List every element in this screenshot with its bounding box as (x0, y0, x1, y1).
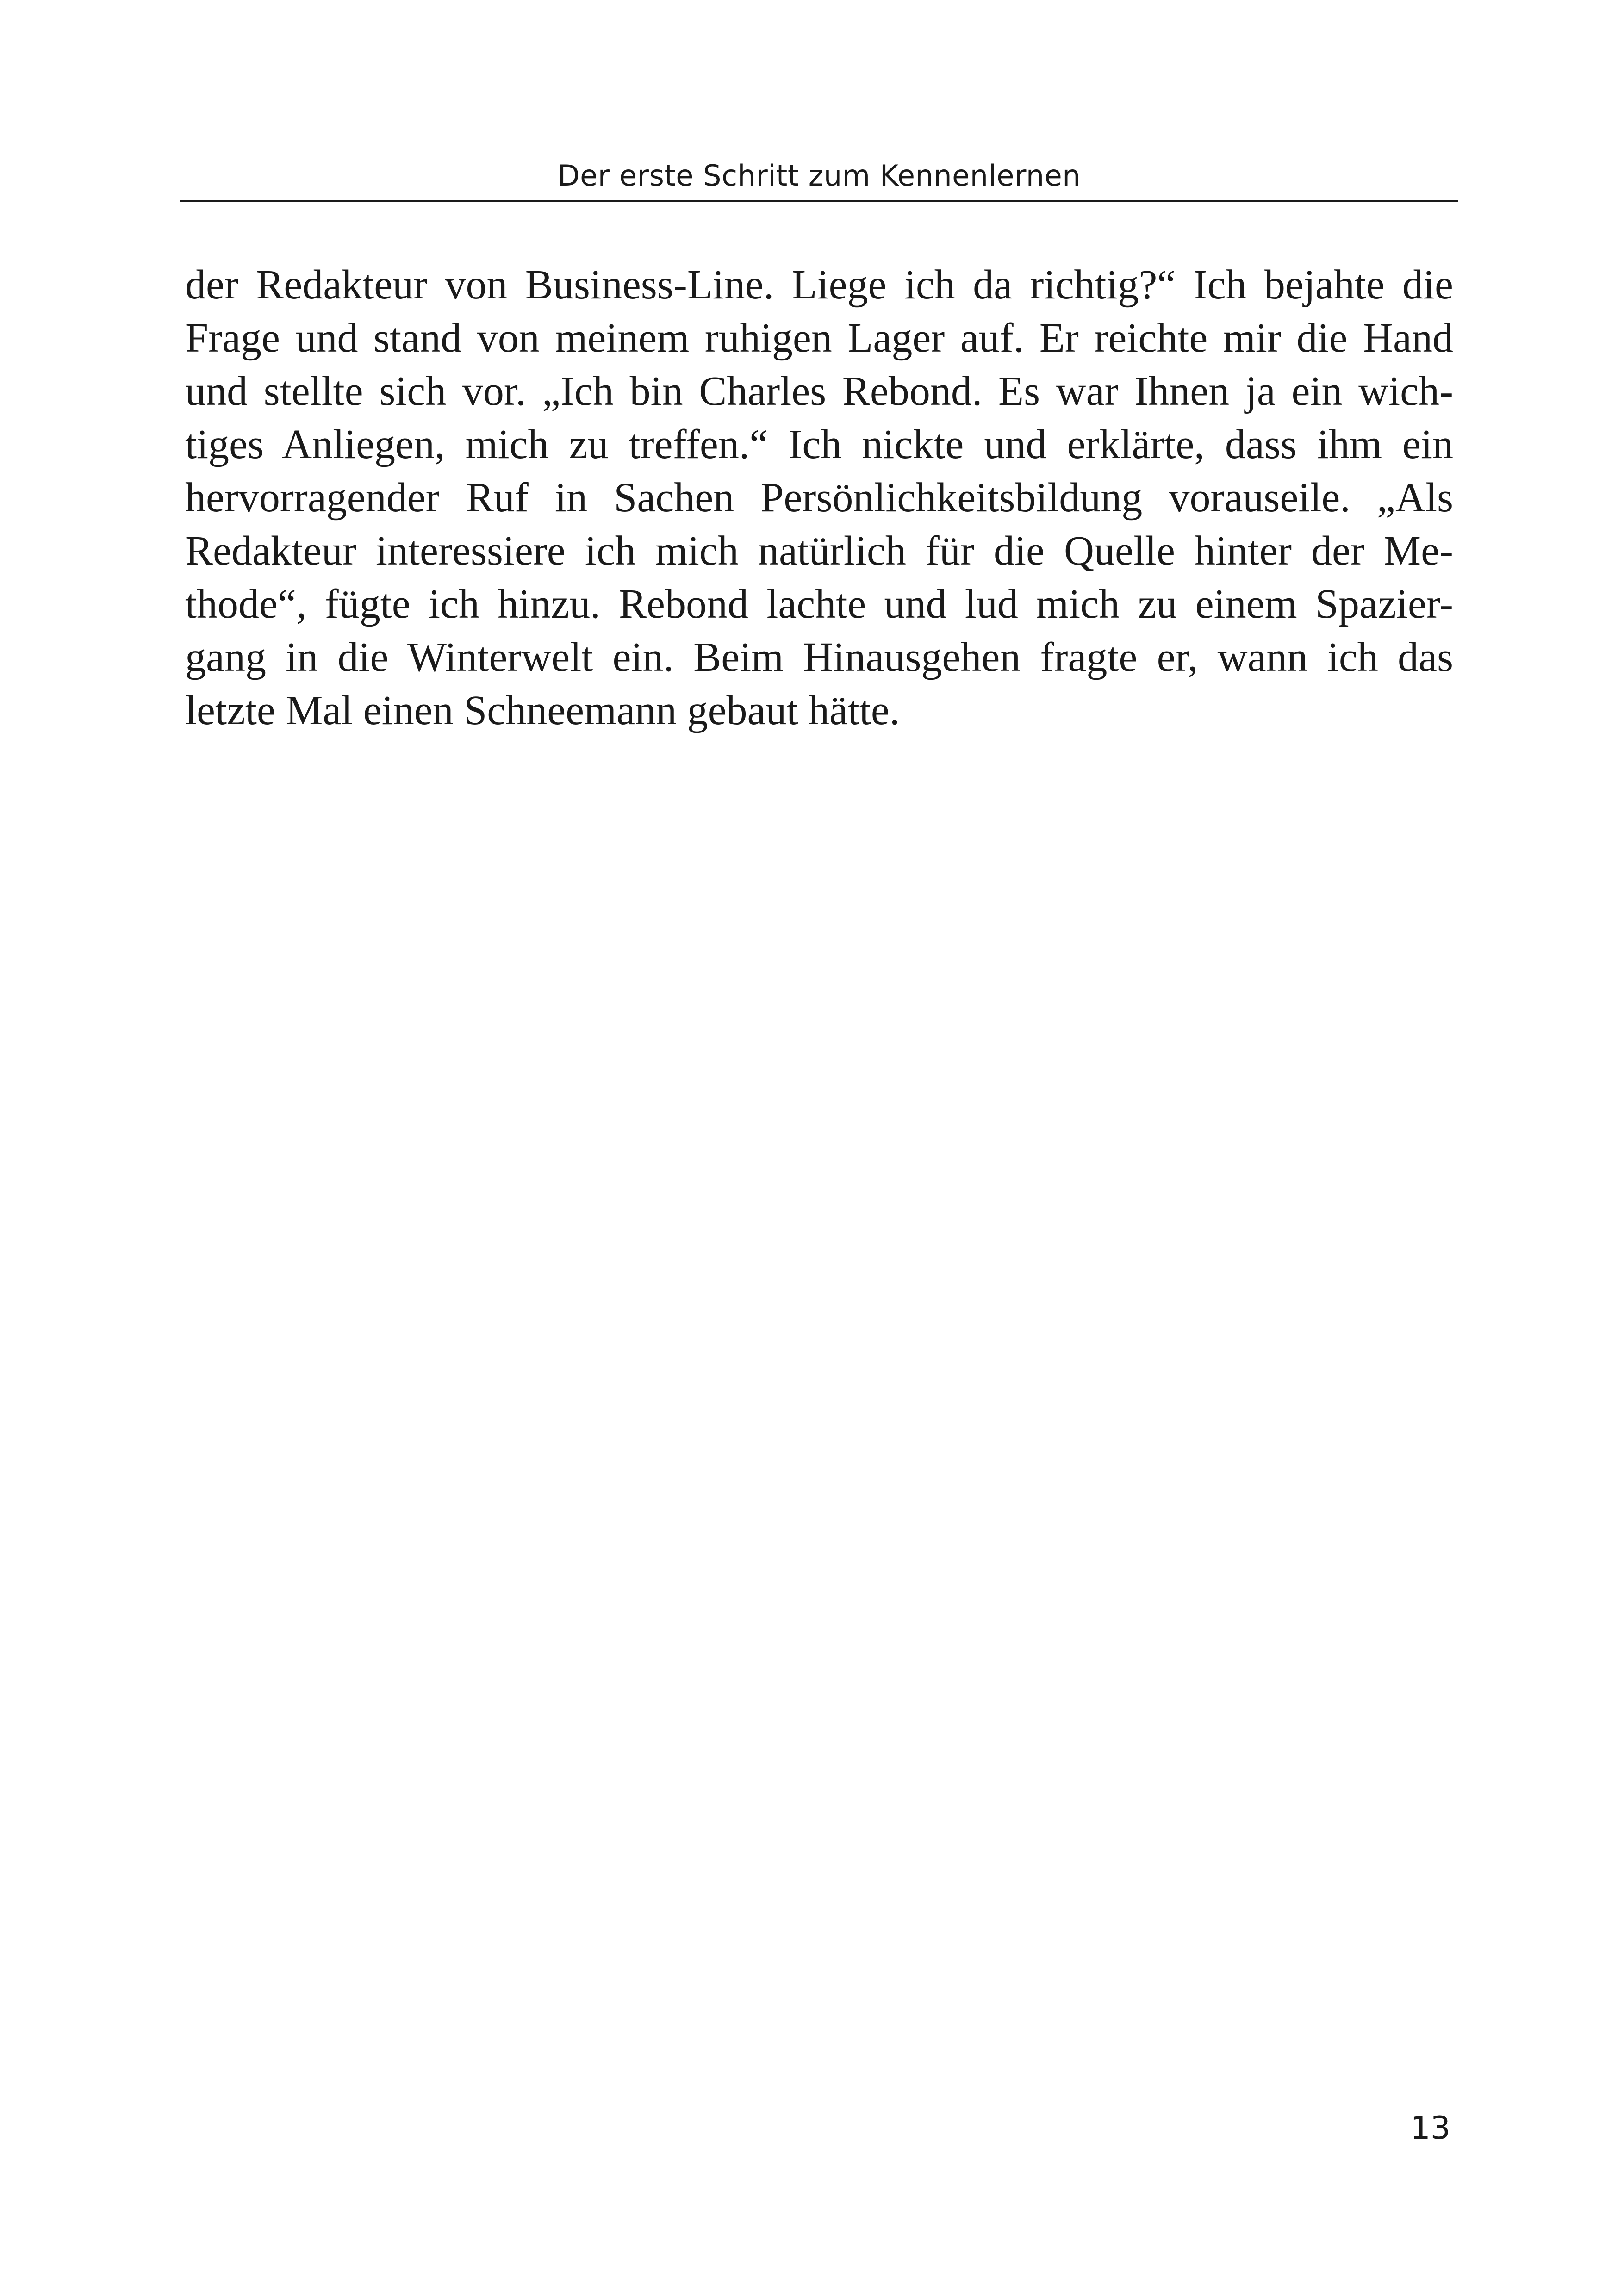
text-line: Frage und stand von meinem ruhigen Lager auf. Er reichte mir die Hand (185, 315, 1453, 361)
body-paragraph (185, 258, 1453, 737)
text-line: und stellte sich vor. „Ich bin Charles Rebond. Es war Ihnen ja ein wich- (185, 368, 1453, 414)
text-line: tiges Anliegen, mich zu treffen.“ Ich nickte und erklärte, dass ihm ein (185, 422, 1453, 467)
text-line: der Redakteur von Business-Line. Liege ich da richtig?“ Ich bejahte die (185, 262, 1453, 308)
text-line: letzte Mal einen Schneemann gebaut hätte. (185, 688, 900, 733)
page-number: 13 (1410, 2110, 1450, 2147)
header-rule (180, 200, 1458, 202)
text-line: hervorragender Ruf in Sachen Persönlichkeitsbildung vorauseile. „Als (185, 475, 1453, 521)
text-line: Redakteur interessiere ich mich natürlich für die Quelle hinter der Me- (185, 528, 1453, 574)
running-header: Der erste Schritt zum Kennenlernen (557, 159, 1081, 192)
text-line: gang in die Winterwelt ein. Beim Hinausgehen fragte er, wann ich das (185, 634, 1453, 680)
text-line: thode“, fügte ich hinzu. Rebond lachte und lud mich zu einem Spazier- (185, 581, 1453, 627)
